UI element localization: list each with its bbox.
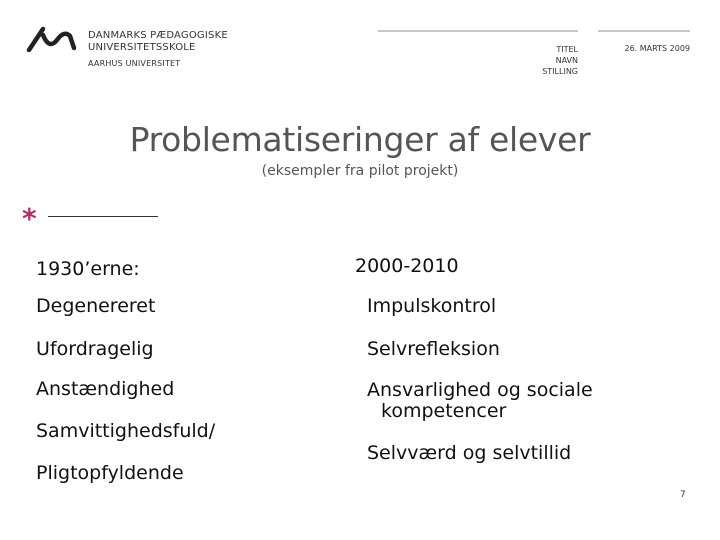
- right-item: Impulskontrol: [367, 295, 497, 317]
- right-item: Ansvarlighed og sociale: [367, 379, 593, 401]
- asterisk-icon: *: [22, 202, 37, 235]
- left-item: Pligtopfyldende: [36, 462, 184, 484]
- right-item: Selvværd og selvtillid: [367, 442, 572, 464]
- left-column-header: 1930’erne:: [36, 258, 140, 280]
- slide-date: 26. MARTS 2009: [624, 44, 690, 53]
- left-item: Ufordragelig: [36, 338, 154, 360]
- right-item: Selvrefleksion: [367, 338, 500, 360]
- meta-name: NAVN: [555, 56, 578, 65]
- slide-subtitle: (eksempler fra pilot projekt): [261, 163, 459, 179]
- title-rule: [48, 216, 158, 217]
- header-divider: [378, 30, 578, 32]
- institution-name: [88, 30, 228, 70]
- left-item: Anstændighed: [36, 378, 175, 400]
- right-column-header: 2000-2010: [355, 255, 459, 277]
- institution-line-2: UNIVERSITETSSKOLE: [88, 42, 196, 53]
- page-number: 7: [680, 490, 686, 500]
- right-item-continued: kompetencer: [381, 400, 507, 422]
- left-item: Degenereret: [36, 295, 156, 317]
- header-divider-date: [598, 30, 690, 32]
- institution-line-1: DANMARKS PÆDAGOGISKE: [88, 30, 228, 41]
- meta-title: TITEL: [556, 45, 578, 54]
- meta-position: STILLING: [542, 67, 578, 76]
- institution-line-3: AARHUS UNIVERSITET: [88, 59, 181, 68]
- left-item: Samvittighedsfuld/: [36, 420, 216, 442]
- slide-meta: [520, 44, 578, 77]
- slide-title: Problematiseringer af elever: [129, 120, 591, 159]
- au-logo-icon: [26, 26, 78, 52]
